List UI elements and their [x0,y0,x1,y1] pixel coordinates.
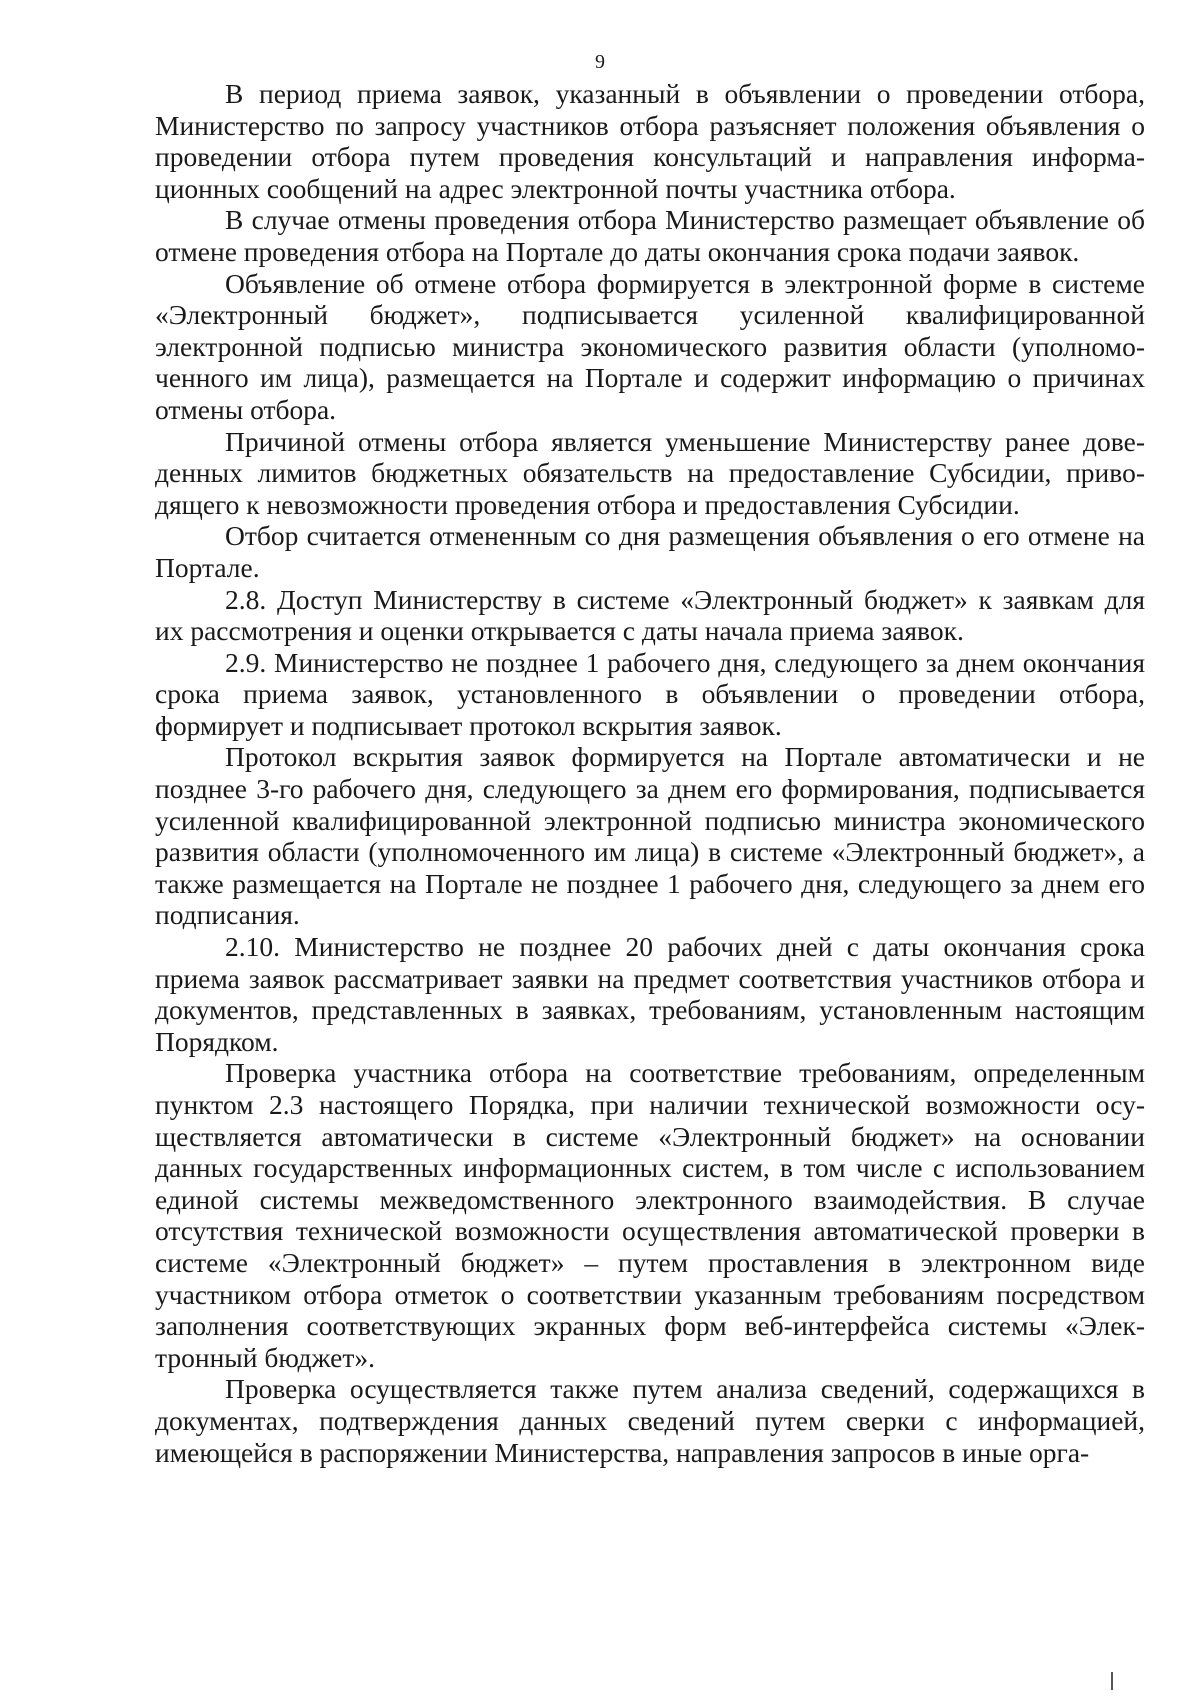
document-body [155,78,1145,1468]
paragraph-consultations: В период приема заявок, указанный в объявлении о проведении отбора, Министерство по запросу участников отбора разъясняет положения объявления о проведении отбора путем проведения консультаций и направления информационных сообщений на адрес электронной почты участника отбора. [155,78,1145,204]
paragraph-participant-check: Проверка участника отбора на соответствие требованиям, определенным пунктом 2.3 настоящего Порядка, при наличии технической возможности осуществляется автоматически в системе «Электронный бюджет» на основании данных государственных информационных систем, в том числе с использованием единой системы межведомственного электронного взаимодействия. В случае отсутствия технической возможности осуществления автоматической проверки в системе «Электронный бюджет» – путем проставления в электронном виде участником отбора отметок о соответствии указанным требованиям посредством заполнения соответствующих экранных форм веб-интерфейса системы «Электронный бюджет». [155,1057,1145,1373]
paragraph-cancellation-notice: В случае отмены проведения отбора Министерство размещает объявление об отмене проведения отбора на Портале до даты окончания срока подачи заявок. [155,204,1145,267]
paragraph-document-check: Проверка осуществляется также путем анализа сведений, содержащихся в документах, подтверждения данных сведений путем сверки с информацией, имеющейся в распоряжении Министерства, направления запросов в иные орга- [155,1373,1145,1468]
paragraph-cancellation-form: Объявление об отмене отбора формируется в электронной форме в системе «Электронный бюджет», подписывается усиленной квалифицированной электронной подписью министра экономического развития области (уполномоченного им лица), размещается на Портале и содержит информацию о причинах отмены отбора. [155,267,1145,425]
paragraph-cancellation-effective: Отбор считается отмененным со дня размещения объявления о его отмене на Портале. [155,520,1145,583]
paragraph-2-9: 2.9. Министерство не позднее 1 рабочего дня, следующего за днем окончания срока приема заявок, установленного в объявлении о проведении отбора, формирует и подписывает протокол вскрытия заявок. [155,646,1145,741]
paragraph-2-10: 2.10. Министерство не позднее 20 рабочих дней с даты окончания срока приема заявок рассматривает заявки на предмет соответствия участников отбора и документов, представленных в заявках, требованиям, установленным настоящим Порядком. [155,931,1145,1057]
paragraph-2-8: 2.8. Доступ Министерству в системе «Электронный бюджет» к заявкам для их рассмотрения и оценки открывается с даты начала приема заявок. [155,583,1145,647]
page-number: 9 [595,51,605,73]
paragraph-cancellation-reason: Причиной отмены отбора является уменьшение Министерству ранее доведенных лимитов бюджетных обязательств на предоставление Субсидии, приводящего к невозможности проведения отбора и предоставления Субсидии. [155,425,1145,520]
scan-edge-mark [1111,1672,1113,1690]
paragraph-opening-protocol: Протокол вскрытия заявок формируется на Портале автоматически и не позднее 3-го рабочего дня, следующего за днем его формирования, подписывается усиленной квалифицированной электронной подписью министра экономического развития области (уполномоченного им лица) в системе «Электронный бюджет», а также размещается на Портале не позднее 1 рабочего дня, следующего за днем его подписания. [155,741,1145,931]
